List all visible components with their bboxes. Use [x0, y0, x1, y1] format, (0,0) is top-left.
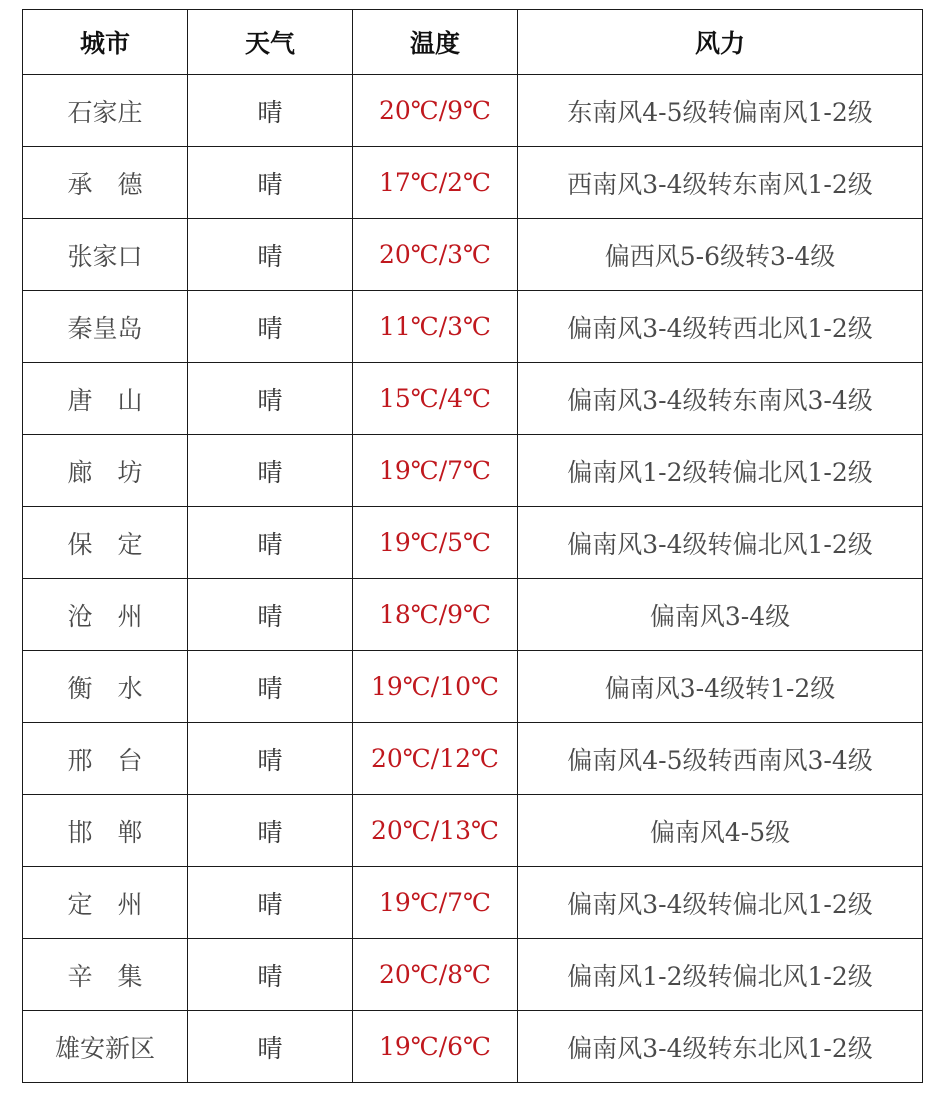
temperature-cell: 19℃/5℃ — [353, 507, 518, 579]
temperature-cell: 20℃/3℃ — [353, 219, 518, 291]
table-row — [23, 939, 923, 1011]
temperature-cell: 17℃/2℃ — [353, 147, 518, 219]
city-cell: 定 州 — [23, 867, 188, 939]
city-cell: 衡 水 — [23, 651, 188, 723]
weather-cell: 晴 — [188, 75, 353, 147]
temperature-cell: 18℃/9℃ — [353, 579, 518, 651]
weather-cell: 晴 — [188, 867, 353, 939]
wind-cell: 偏南风3-4级转东北风1-2级 — [518, 1011, 923, 1083]
temperature-cell: 19℃/6℃ — [353, 1011, 518, 1083]
temperature-cell: 20℃/9℃ — [353, 75, 518, 147]
weather-cell: 晴 — [188, 435, 353, 507]
city-cell: 沧 州 — [23, 579, 188, 651]
weather-cell: 晴 — [188, 579, 353, 651]
wind-cell: 偏西风5-6级转3-4级 — [518, 219, 923, 291]
table-row — [23, 363, 923, 435]
wind-cell: 偏南风3-4级转1-2级 — [518, 651, 923, 723]
header-weather: 天气 — [188, 10, 353, 75]
table-row — [23, 435, 923, 507]
table-row — [23, 75, 923, 147]
table-row — [23, 795, 923, 867]
temperature-cell: 11℃/3℃ — [353, 291, 518, 363]
wind-cell: 偏南风3-4级转西北风1-2级 — [518, 291, 923, 363]
wind-cell: 偏南风4-5级转西南风3-4级 — [518, 723, 923, 795]
temperature-cell: 19℃/7℃ — [353, 867, 518, 939]
table-row — [23, 723, 923, 795]
wind-cell: 偏南风3-4级转偏北风1-2级 — [518, 507, 923, 579]
city-cell: 石家庄 — [23, 75, 188, 147]
temperature-cell: 19℃/10℃ — [353, 651, 518, 723]
wind-cell: 东南风4-5级转偏南风1-2级 — [518, 75, 923, 147]
table-row — [23, 651, 923, 723]
table-row — [23, 147, 923, 219]
weather-cell: 晴 — [188, 939, 353, 1011]
wind-cell: 西南风3-4级转东南风1-2级 — [518, 147, 923, 219]
weather-cell: 晴 — [188, 795, 353, 867]
table-row — [23, 579, 923, 651]
table-row — [23, 867, 923, 939]
table-row — [23, 219, 923, 291]
city-cell: 承 德 — [23, 147, 188, 219]
city-cell: 秦皇岛 — [23, 291, 188, 363]
city-cell: 邯 郸 — [23, 795, 188, 867]
weather-cell: 晴 — [188, 147, 353, 219]
table-header-row — [23, 10, 923, 75]
temperature-cell: 20℃/13℃ — [353, 795, 518, 867]
weather-cell: 晴 — [188, 219, 353, 291]
table-row — [23, 507, 923, 579]
wind-cell: 偏南风4-5级 — [518, 795, 923, 867]
wind-cell: 偏南风3-4级 — [518, 579, 923, 651]
wind-cell: 偏南风1-2级转偏北风1-2级 — [518, 435, 923, 507]
temperature-cell: 20℃/8℃ — [353, 939, 518, 1011]
table-row — [23, 1011, 923, 1083]
city-cell: 保 定 — [23, 507, 188, 579]
city-cell: 辛 集 — [23, 939, 188, 1011]
header-temperature: 温度 — [353, 10, 518, 75]
weather-table-container — [22, 9, 922, 1083]
header-wind: 风力 — [518, 10, 923, 75]
weather-cell: 晴 — [188, 507, 353, 579]
city-cell: 张家口 — [23, 219, 188, 291]
city-cell: 雄安新区 — [23, 1011, 188, 1083]
wind-cell: 偏南风3-4级转偏北风1-2级 — [518, 867, 923, 939]
header-city: 城市 — [23, 10, 188, 75]
weather-cell: 晴 — [188, 363, 353, 435]
wind-cell: 偏南风3-4级转东南风3-4级 — [518, 363, 923, 435]
temperature-cell: 15℃/4℃ — [353, 363, 518, 435]
weather-cell: 晴 — [188, 291, 353, 363]
city-cell: 邢 台 — [23, 723, 188, 795]
weather-forecast-table — [22, 9, 923, 1083]
table-row — [23, 291, 923, 363]
weather-cell: 晴 — [188, 723, 353, 795]
wind-cell: 偏南风1-2级转偏北风1-2级 — [518, 939, 923, 1011]
weather-cell: 晴 — [188, 651, 353, 723]
city-cell: 唐 山 — [23, 363, 188, 435]
city-cell: 廊 坊 — [23, 435, 188, 507]
temperature-cell: 19℃/7℃ — [353, 435, 518, 507]
weather-cell: 晴 — [188, 1011, 353, 1083]
temperature-cell: 20℃/12℃ — [353, 723, 518, 795]
